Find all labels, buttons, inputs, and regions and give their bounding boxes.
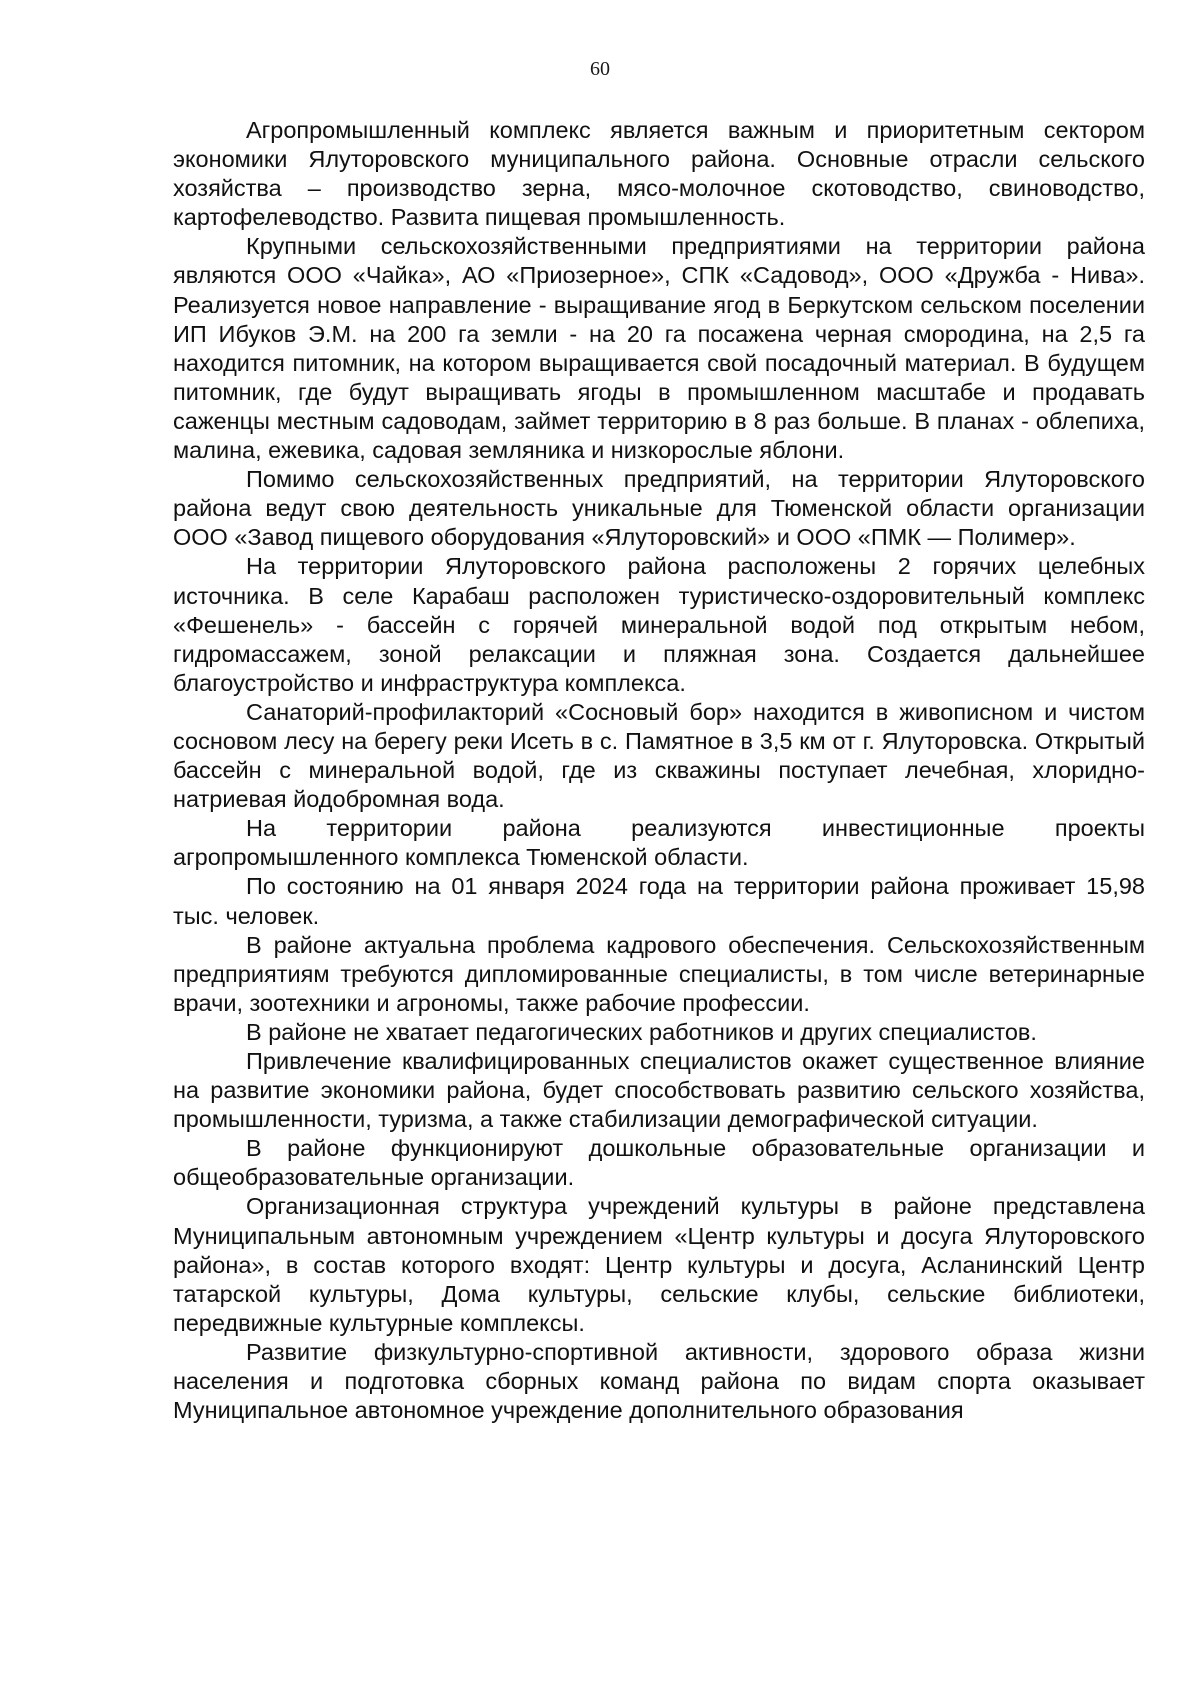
paragraph-teacher-shortage: В районе не хватает педагогических работников и других специалистов. [246, 1018, 1037, 1045]
paragraph-agro-complex: Агропромышленный комплекс является важным и приоритетным сектором экономики Ялуторовского муниципального района. Основные отрасли сельского хозяйства – производство зерна, мясо-молочное скотоводство, свиноводство, картофелеводство. Развита пищевая промышленность. [173, 117, 1145, 231]
paragraph-education: В районе функционируют дошкольные образовательные организации и общеобразовательные организации. [173, 1135, 1145, 1191]
paragraph-unique-organizations: Помимо сельскохозяйственных предприятий, на территории Ялуторовского района ведут свою деятельность уникальные для Тюменской области организации ООО «Завод пищевого оборудования «Ялуторовский» и ООО «ПМК — Полимер». [173, 466, 1145, 551]
paragraph-specialists-impact: Привлечение квалифицированных специалистов окажет существенное влияние на развитие экономики района, будет способствовать развитию сельского хозяйства, промышленности, туризма, а также стабилизации демографической ситуации. [173, 1048, 1145, 1133]
paragraph-culture: Организационная структура учреждений культуры в районе представлена Муниципальным автономным учреждением «Центр культуры и досуга Ялуторовского района», в состав которого входят: Центр культуры и досуга, Асланинский Центр татарской культуры, Дома культуры, сельские клубы, сельские библиотеки, передвижные культурные комплексы. [173, 1193, 1145, 1336]
paragraph-investment-projects: На территории района реализуются инвестиционные проекты агропромышленного комплекса Тюменской области. [173, 815, 1145, 871]
paragraph-population: По состоянию на 01 января 2024 года на территории района проживает 15,98 тыс. человек. [173, 873, 1145, 929]
paragraph-staffing-problem: В районе актуальна проблема кадрового обеспечения. Сельскохозяйственным предприятиям требуются дипломированные специалисты, в том числе ветеринарные врачи, зоотехники и агрономы, также рабочие профессии. [173, 931, 1145, 1016]
paragraph-hot-springs: На территории Ялуторовского района расположены 2 горячих целебных источника. В селе Карабаш расположен туристическо-оздоровительный комплекс «Фешенель» - бассейн с горячей минеральной водой под открытым небом, гидромассажем, зоной релаксации и пляжная зона. Создается дальнейшее благоустройство и инфраструктура комплекса. [173, 553, 1145, 696]
document-body [173, 116, 1145, 1425]
page-number: 60 [590, 58, 610, 80]
paragraph-agricultural-enterprises: Крупными сельскохозяйственными предприятиями на территории района являются ООО «Чайка», АО «Приозерное», СПК «Садовод», ООО «Дружба - Нива». Реализуется новое направление - выращивание ягод в Беркутском сельском поселении ИП Ибуков Э.М. на 200 га земли - на 20 га посажена черная смородина, на 2,5 га находится питомник, на котором выращивается свой посадочный материал. В будущем питомник, где будут выращивать ягоды в промышленном масштабе и продавать саженцы местным садоводам, займет территорию в 8 раз больше. В планах - облепиха, малина, ежевика, садовая земляника и низкорослые яблони. [173, 233, 1145, 464]
paragraph-sanatorium: Санаторий-профилакторий «Сосновый бор» находится в живописном и чистом сосновом лесу на берегу реки Исеть в с. Памятное в 3,5 км от г. Ялуторовска. Открытый бассейн с минеральной водой, где из скважины поступает лечебная, хлоридно-натриевая йодобромная вода. [173, 698, 1145, 813]
paragraph-sports: Развитие физкультурно-спортивной активности, здорового образа жизни населения и подготовка сборных команд района по видам спорта оказывает Муниципальное автономное учреждение дополнительного образования [173, 1338, 1145, 1424]
